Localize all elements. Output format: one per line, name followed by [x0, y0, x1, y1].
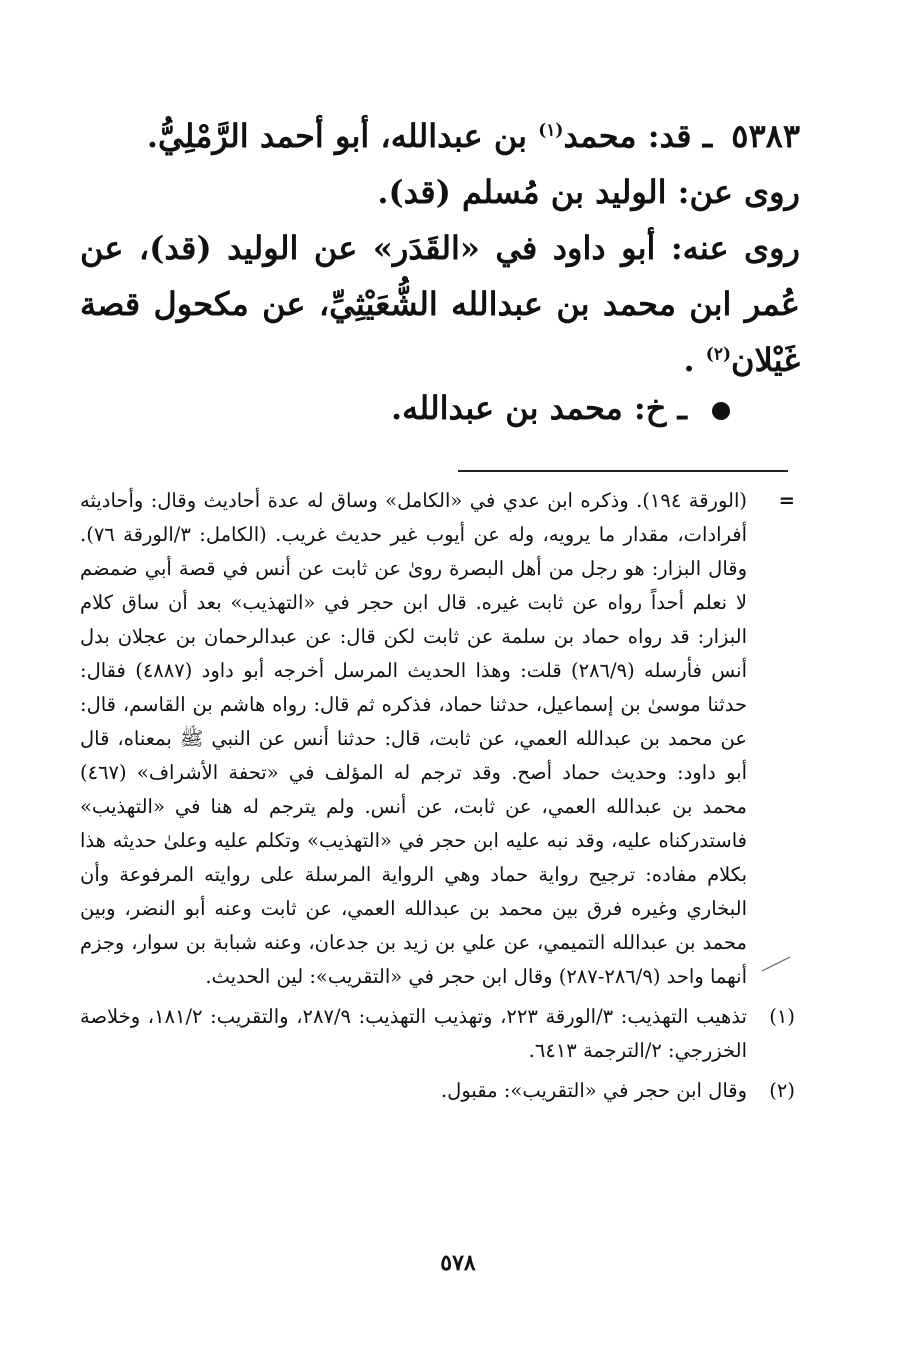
narrated-by-paragraph — [80, 220, 800, 388]
continuation-mark: = — [778, 489, 795, 512]
footnote-divider — [458, 470, 788, 472]
footnotes-section — [80, 484, 795, 1108]
bullet-icon — [712, 402, 730, 420]
footnote-ref-2[interactable]: (٢) — [705, 344, 732, 365]
entry-head-text-2: بن عبدالله، أبو أحمد الرَّمْلِيُّ. — [146, 117, 528, 155]
margin-pencil-mark-icon — [760, 955, 792, 973]
khat-entry — [80, 380, 730, 436]
footnote-2 — [80, 1074, 795, 1108]
footnote-1-mark: (١) — [769, 1005, 795, 1028]
entry-head-text: ـ قد: محمد — [563, 117, 713, 155]
khat-entry-text: ـ خ: محمد بن عبدالله. — [391, 389, 687, 427]
entry-heading — [80, 108, 800, 164]
footnote-2-mark: (٢) — [769, 1079, 795, 1102]
narrated-from-line: روى عن: الوليد بن مُسلم (قد). — [377, 173, 800, 211]
footnote-1-text: تذهيب التهذيب: ٣/الورقة ٢٢٣، وتهذيب التهذيب: ٢٨٧/٩، والتقريب: ١٨١/٢، وخلاصة الخزرجي: ٢/الترجمة ٦٤١٣. — [80, 1005, 747, 1062]
narrated-by-end: . — [683, 341, 706, 379]
main-entry — [80, 108, 800, 388]
page-number: ٥٧٨ — [440, 1250, 476, 1276]
footnote-continuation — [80, 484, 795, 994]
footnote-2-text: وقال ابن حجر في «التقريب»: مقبول. — [440, 1079, 747, 1102]
continuation-text: (الورقة ١٩٤). وذكره ابن عدي في «الكامل» وساق له عدة أحاديث وقال: وأحاديثه أفرادات، مقدار ما يرويه، وله عن أيوب غير حديث غريب. (الكامل: ٣/الورقة ٧٦). وقال البزار: هو رجل من أهل البصرة روىٰ عن ثابت عن أنس في قصة أبي ضمضم لا نعلم أحداً رواه عن ثابت غيره. قال ابن حجر في «التهذيب» بعد أن ساق كلام البزار: قد رواه حماد بن سلمة عن ثابت لكن قال: عن عبدالرحمان بن عجلان بدل أنس فأرسله (٢٨٦/٩) قلت: وهذا الحديث المرسل أخرجه أبو داود (٤٨٨٧) فقال: حدثنا موسىٰ بن إسماعيل، حدثنا حماد، فذكره ثم قال: رواه هاشم بن القاسم، قال: عن محمد بن عبدالله العمي، عن ثابت، قال: حدثنا أنس عن النبي ﷺ بمعناه، قال أبو داود: وحديث حماد أصح. وقد ترجم له المؤلف في «تحفة الأشراف» (٤٦٧) محمد بن عبدالله العمي، عن ثابت، عن أنس. ولم يترجم له هنا في «التهذيب» فاستدركناه عليه، وقد نبه عليه ابن حجر في «التهذيب» وتكلم عليه وعلىٰ حديثه هذا بكلام مفاده: ترجيح رواية حماد وهي الرواية المرسلة على روايته المرفوعة وأن البخاري وغيره فرق بين محمد بن عبدالله العمي، عن ثابت وعنه أبو النضر، وبين محمد بن عبدالله التميمي، عن علي بن زيد بن جدعان، وعنه شبابة بن سوار، وجزم أنهما واحد (٢٨٦/٩-٢٨٧) وقال ابن حجر في «التقريب»: لين الحديث. — [80, 489, 747, 988]
narrated-by-text: روى عنه: أبو داود في «القَدَر» عن الوليد (قد)، عن عُمر ابن محمد بن عبدالله الشُّعَيْثِيِّ، عن مكحول قصة غَيْلان — [80, 229, 800, 379]
footnote-ref-1[interactable]: (١) — [538, 120, 564, 141]
footnote-1 — [80, 1000, 795, 1068]
entry-number: ٥٣٨٣ — [731, 117, 800, 155]
